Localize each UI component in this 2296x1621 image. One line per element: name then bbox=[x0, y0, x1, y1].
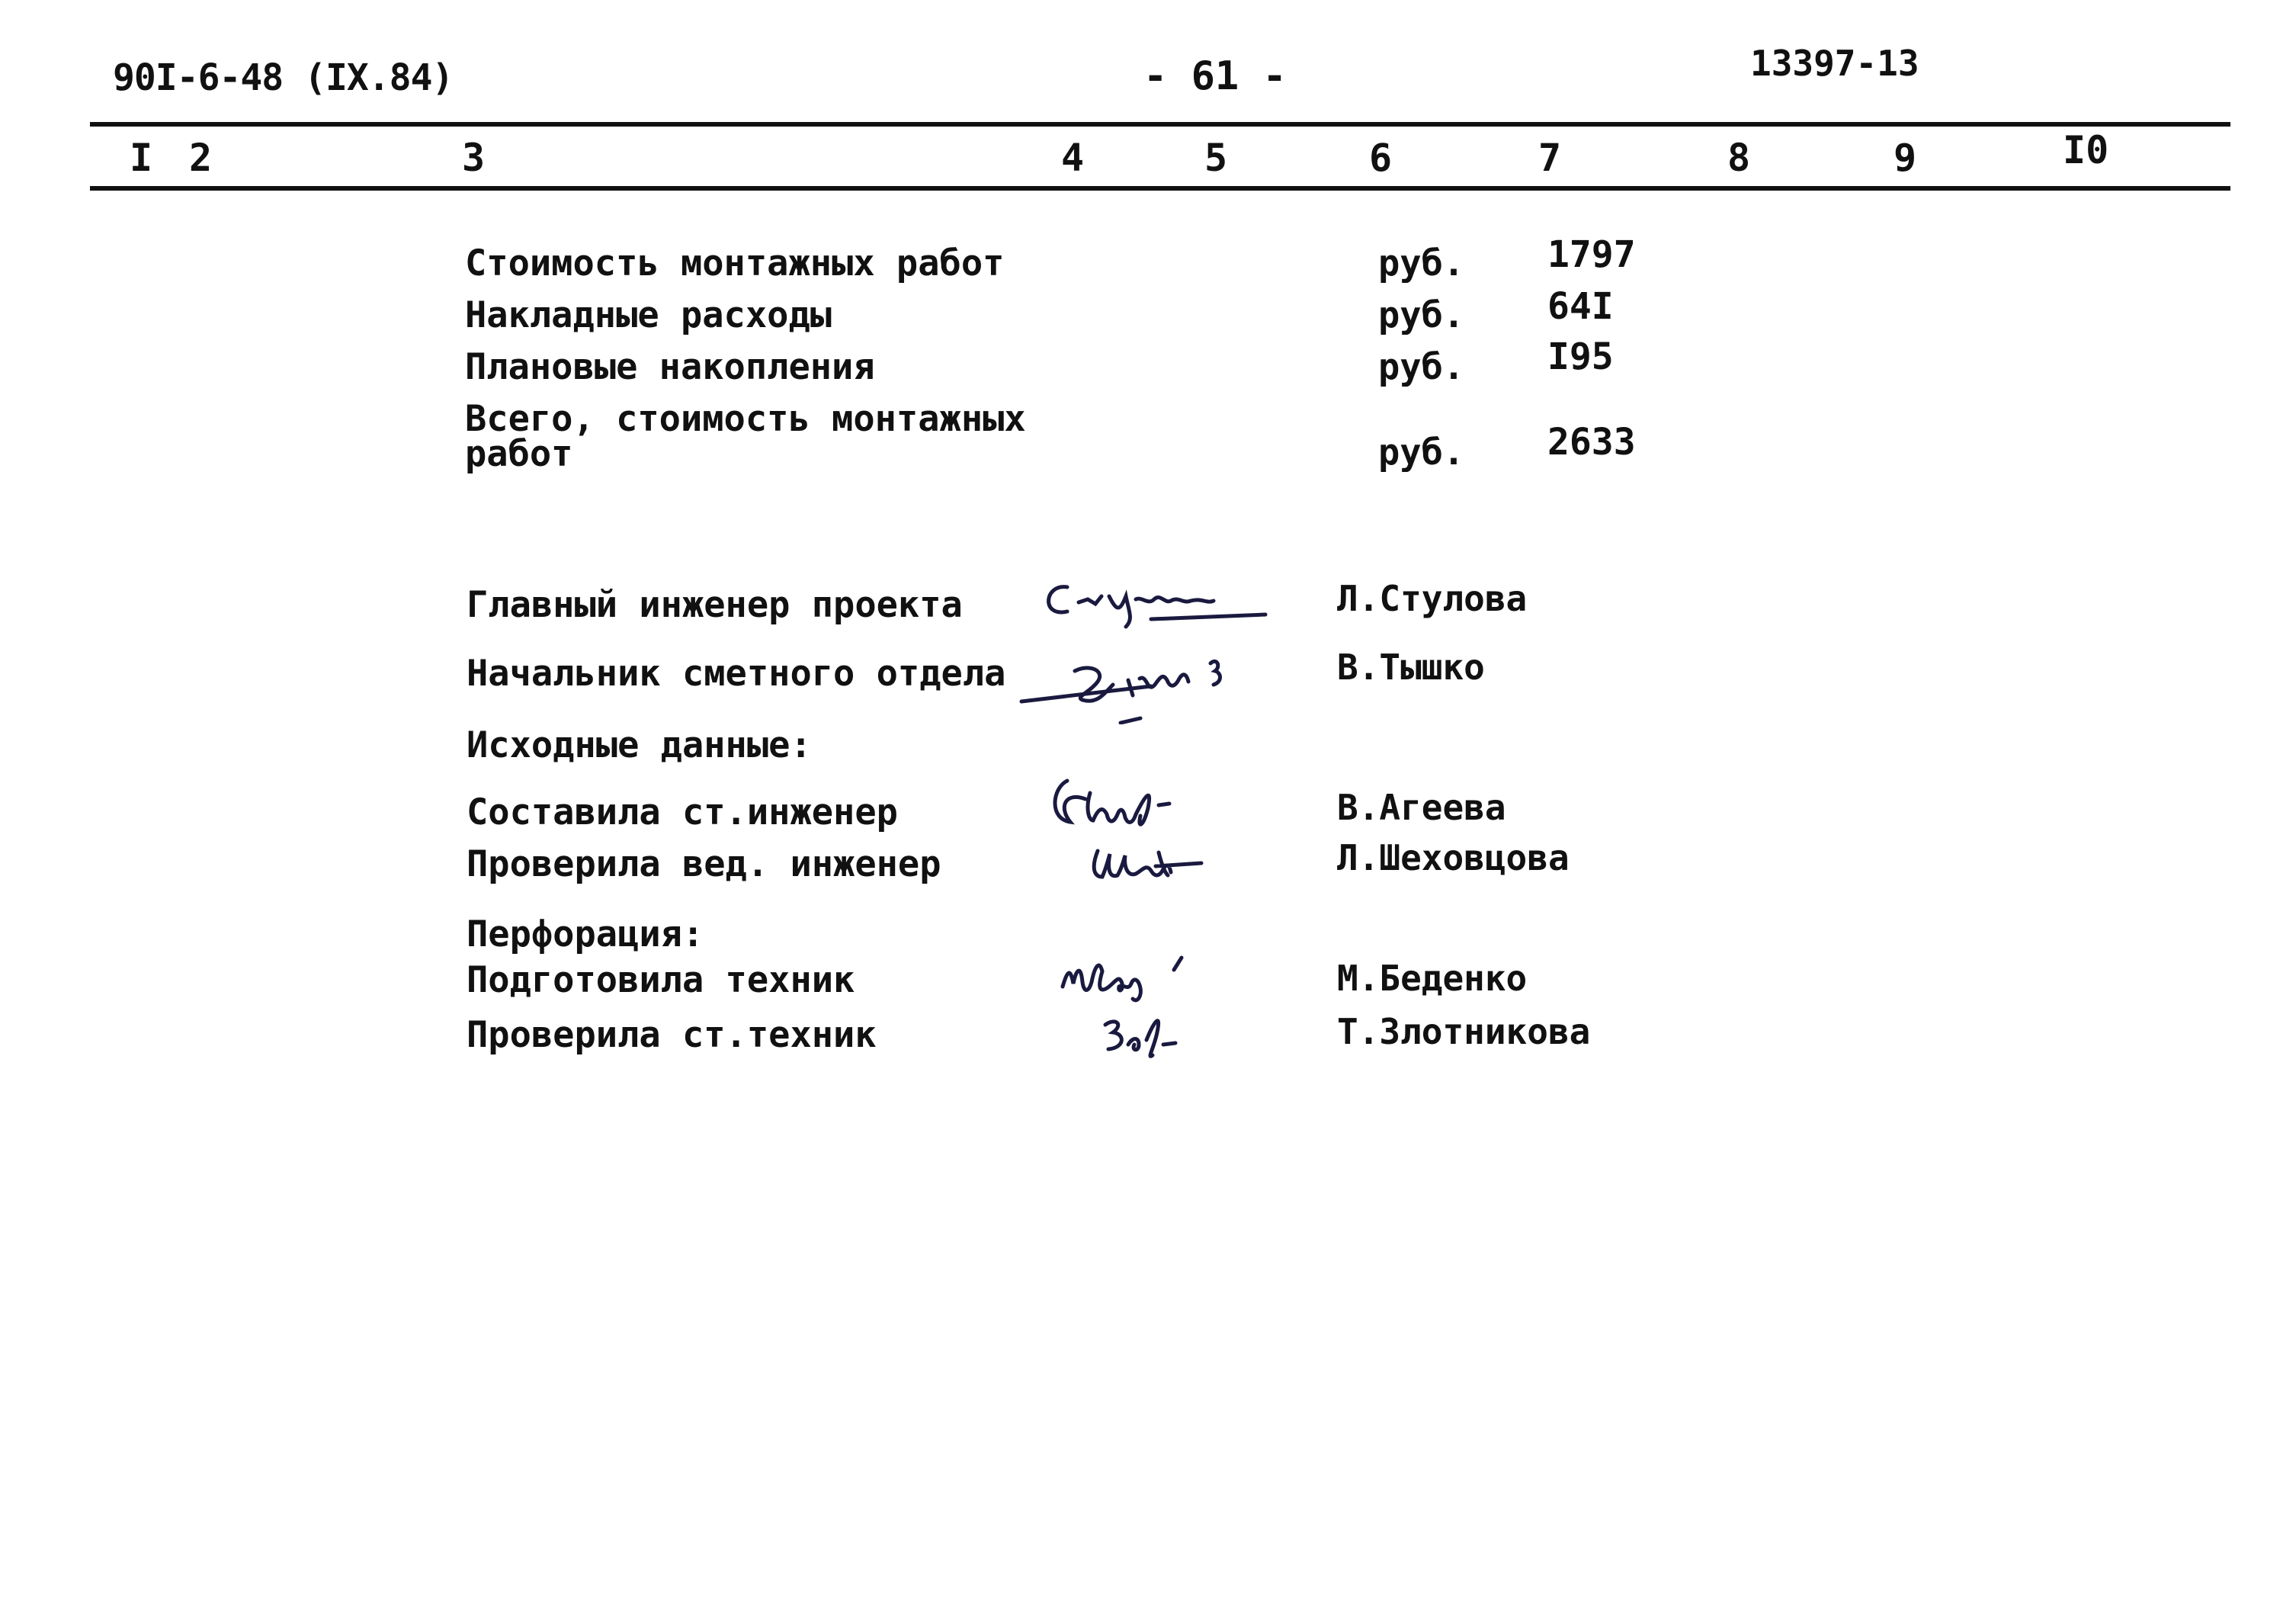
cost-unit-installation: руб. bbox=[1378, 242, 1465, 284]
handwritten-signature-compiled-by bbox=[1044, 770, 1243, 839]
column-number-10: I0 bbox=[2063, 128, 2109, 172]
table-header-bottom-rule bbox=[90, 186, 2230, 191]
cost-unit-planned-savings: руб. bbox=[1378, 346, 1465, 388]
inventory-number: 13397-13 bbox=[1750, 43, 1919, 84]
signature-label-prepared-by: Подготовила техник bbox=[467, 959, 855, 1001]
table-header-top-rule bbox=[90, 122, 2230, 127]
column-number-2: 2 bbox=[189, 136, 213, 180]
cost-label-total-line2: работ bbox=[465, 433, 573, 475]
cost-unit-overhead: руб. bbox=[1378, 294, 1465, 336]
cost-value-planned-savings: I95 bbox=[1547, 335, 1614, 378]
signature-label-compiled-by: Составила ст.инженер bbox=[467, 791, 898, 833]
cost-label-planned-savings: Плановые накопления bbox=[465, 346, 875, 388]
signature-name-chief-engineer: Л.Стулова bbox=[1337, 578, 1528, 619]
column-number-5: 5 bbox=[1204, 136, 1228, 180]
column-number-4: 4 bbox=[1061, 136, 1085, 180]
signature-name-estimate-head: В.Тышко bbox=[1337, 647, 1485, 688]
signature-label-checked-by: Проверила вед. инженер bbox=[467, 843, 941, 885]
cost-value-installation: 1797 bbox=[1547, 233, 1636, 276]
signature-name-compiled-by: В.Агеева bbox=[1337, 787, 1506, 828]
handwritten-signature-estimate-head bbox=[1014, 640, 1273, 724]
signature-label-checked-tech: Проверила ст.техник bbox=[467, 1014, 877, 1056]
signature-name-checked-by: Л.Шеховцова bbox=[1337, 837, 1570, 878]
column-number-1: I bbox=[130, 136, 153, 180]
column-number-7: 7 bbox=[1538, 136, 1562, 180]
cost-unit-total: руб. bbox=[1378, 432, 1465, 473]
signature-name-checked-tech: Т.Злотникова bbox=[1337, 1011, 1591, 1052]
signature-name-prepared-by: М.Беденко bbox=[1337, 958, 1528, 999]
handwritten-signature-checked-by bbox=[1082, 836, 1235, 889]
column-number-3: 3 bbox=[462, 136, 486, 180]
page-number: - 61 - bbox=[1143, 53, 1287, 99]
handwritten-signature-chief-engineer bbox=[1037, 564, 1281, 633]
handwritten-signature-prepared-by bbox=[1052, 949, 1250, 1010]
column-number-6: 6 bbox=[1369, 136, 1393, 180]
cost-value-total: 2633 bbox=[1547, 421, 1636, 464]
perforation-heading: Перфорация: bbox=[467, 913, 704, 955]
source-data-heading: Исходные данные: bbox=[467, 724, 812, 766]
cost-label-overhead: Накладные расходы bbox=[465, 294, 832, 336]
cost-label-total-line1: Всего, стоимость монтажных bbox=[465, 398, 1026, 440]
cost-value-overhead: 64I bbox=[1547, 285, 1614, 328]
column-number-9: 9 bbox=[1894, 136, 1917, 180]
handwritten-signature-checked-tech bbox=[1090, 1006, 1227, 1067]
cost-label-installation: Стоимость монтажных работ bbox=[465, 242, 1005, 284]
document-code: 90I-6-48 (IX.84) bbox=[113, 56, 454, 99]
signature-label-estimate-head: Начальник сметного отдела bbox=[467, 653, 1006, 695]
signature-label-chief-engineer: Главный инженер проекта bbox=[467, 584, 963, 626]
column-number-8: 8 bbox=[1727, 136, 1751, 180]
